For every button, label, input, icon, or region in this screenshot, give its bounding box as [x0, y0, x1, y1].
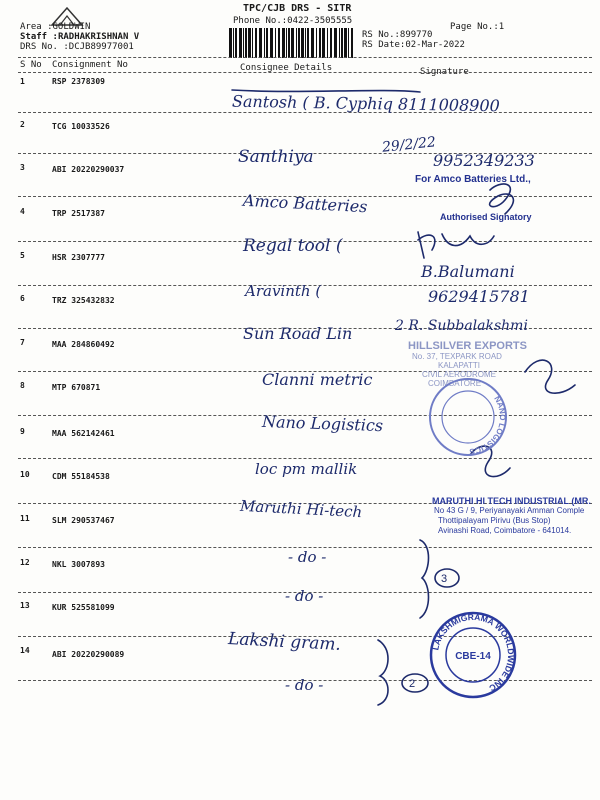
row-consignment: ABI 20220290089 — [52, 650, 125, 659]
row-sno: 2 — [20, 120, 25, 129]
row-sno: 7 — [20, 338, 25, 347]
page-title: TPC/CJB DRS - SITR — [243, 3, 352, 14]
rs-number: RS No.:899770 — [362, 30, 433, 40]
handwriting-row-14: - do - — [285, 676, 324, 694]
staff-label: Staff : — [20, 32, 58, 42]
handwriting-row-2: Santhiya — [238, 147, 314, 167]
handwriting-row-7: Clanni metric — [262, 370, 373, 389]
row-sno: 9 — [20, 427, 25, 436]
handwriting-phone-2: 9952349233 — [433, 151, 535, 170]
row-sno: 8 — [20, 381, 25, 390]
row-sno: 4 — [20, 207, 25, 216]
row-consignment: RSP 2378309 — [52, 77, 105, 86]
hillsilver-address-4: COIMBATORE — [428, 379, 482, 388]
row-sno: 12 — [20, 558, 30, 567]
amco-stamp-signatory: Authorised Signatory — [440, 212, 532, 222]
handwriting-row-3: Amco Batteries — [242, 190, 368, 217]
row-consignment: TCG 10033526 — [52, 122, 110, 131]
col-signature: Signature — [420, 67, 469, 77]
col-sno: S No — [20, 60, 42, 70]
handwriting-row-6: Sun Road Lin — [243, 324, 353, 343]
hillsilver-name: HILLSILVER EXPORTS — [408, 340, 527, 352]
row-sno: 5 — [20, 251, 25, 260]
handwriting-row-13: Lakshi gram. — [227, 629, 342, 655]
hillsilver-address-3: CIVIL AERODROME — [422, 370, 496, 379]
area-label: Area : — [20, 22, 53, 32]
handwriting-row-1: Santosh ( B. Cyphiq 8111008900 — [231, 91, 500, 116]
handwriting-row-4: Regal tool ( — [243, 236, 343, 256]
row-consignment: NKL 3007893 — [52, 560, 105, 569]
area-value: GOLDWIN — [52, 22, 91, 32]
hillsilver-address-2: KALAPATTI — [438, 361, 480, 370]
maruthi-name: MARUTHI HI TECH INDUSTRIAL (MR. — [432, 496, 591, 506]
row-sno: 3 — [20, 163, 25, 172]
row-sno: 10 — [20, 470, 30, 479]
nano-stamp-text: NANO LOGISTICS — [468, 394, 508, 457]
handwriting-row-10: Maruthi Hi-tech — [239, 496, 363, 522]
phone-number: Phone No.:0422-3505555 — [233, 16, 353, 26]
hillsilver-address-1: No. 37, TEXPARK ROAD — [412, 352, 502, 361]
row-consignment: SLM 290537467 — [52, 516, 115, 525]
rs-date: RS Date:02-Mar-2022 — [362, 40, 465, 50]
page-number: Page No.:1 — [450, 22, 505, 32]
svg-text:NANO LOGISTICS — [468, 395, 507, 457]
row-consignment: CDM 55184538 — [52, 472, 110, 481]
lakshmigrama-stamp — [428, 610, 518, 700]
nano-logistics-stamp — [426, 375, 510, 459]
staff-value: RADHAKRISHNAN V — [57, 32, 140, 42]
row-consignment: HSR 2307777 — [52, 253, 105, 262]
row-consignment: MAA 284860492 — [52, 340, 115, 349]
row-sno: 1 — [20, 77, 25, 86]
maruthi-stamp — [432, 496, 600, 536]
maruthi-address-2: Thottipalayam Pirivu (Bus Stop) — [438, 516, 551, 525]
drs-value: DCJB89977001 — [68, 42, 134, 52]
row-consignment: ABI 20220290037 — [52, 165, 125, 174]
handwriting-date: 29/2/22 — [381, 134, 437, 156]
handwriting-row-11: - do - — [288, 548, 327, 566]
svg-text:3: 3 — [441, 573, 448, 585]
svg-text:2: 2 — [409, 678, 416, 690]
handwriting-name-5: B.Balumani — [421, 262, 515, 281]
handwriting-phone-5: 9629415781 — [428, 287, 530, 306]
handwriting-name-6: 2 R. Subbalakshmi — [395, 318, 528, 334]
row-sno: 6 — [20, 294, 25, 303]
lakshmigrama-center-text: CBE-14 — [455, 651, 491, 662]
row-consignment: TRP 2517387 — [52, 209, 105, 218]
row-consignment: TRZ 325432832 — [52, 296, 115, 305]
handwriting-row-5: Aravinth ( — [245, 282, 322, 300]
handwriting-row-12: - do - — [285, 587, 324, 605]
maruthi-address-3: Avinashi Road, Coimbatore - 641014. — [438, 526, 572, 535]
amco-stamp-title: For Amco Batteries Ltd., — [415, 174, 531, 185]
handwriting-row-9: loc pm mallik — [255, 460, 358, 478]
col-consignment: Consignment No — [52, 60, 128, 70]
row-consignment: KUR 525581099 — [52, 603, 115, 612]
col-consignee: Consignee Details — [240, 63, 333, 73]
lakshmigrama-ring-text: LAKSHMIGRAMA WORLDWIDE INC — [430, 611, 517, 694]
row-consignment: MAA 562142461 — [52, 429, 115, 438]
row-sno: 13 — [20, 601, 30, 610]
row-sno: 14 — [20, 646, 30, 655]
drs-label: DRS No. : — [20, 42, 69, 52]
handwriting-row-8: Nano Logistics — [261, 411, 384, 436]
maruthi-address-1: No 43 G / 9, Periyanayaki Amman Comple — [434, 506, 585, 515]
row-sno: 11 — [20, 514, 30, 523]
row-consignment: MTP 670871 — [52, 383, 101, 392]
